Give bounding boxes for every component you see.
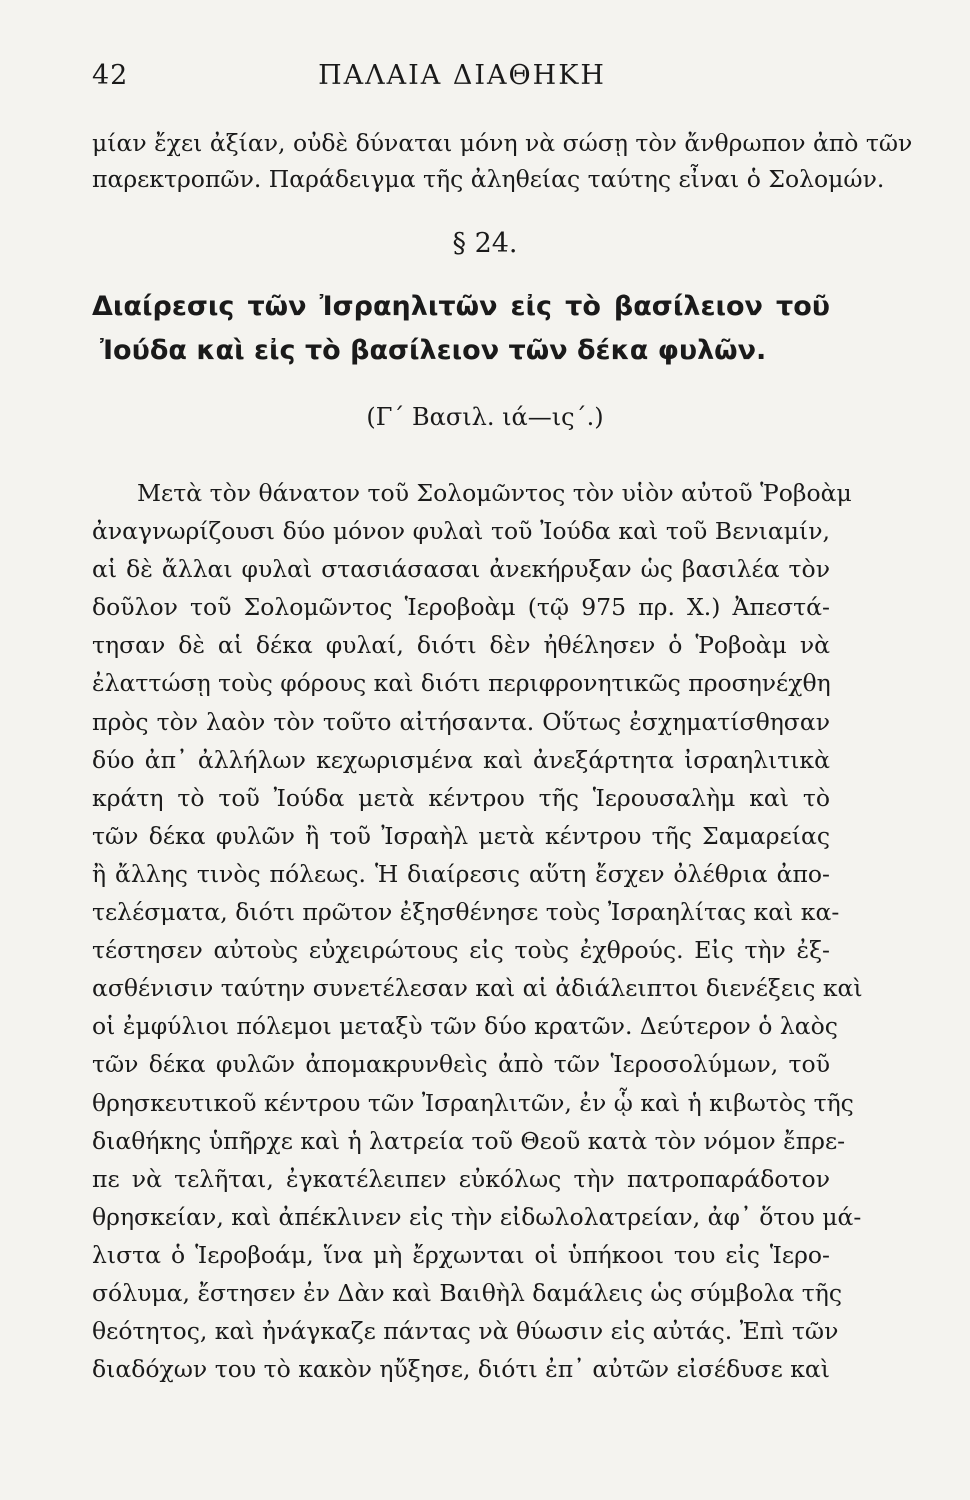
text-line: Μετὰ τὸν θάνατον τοῦ Σολομῶντος τὸν υἱὸν αὐτοῦ Ῥοβοὰμ [137,479,852,507]
text-line: τελέσματα, διότι πρῶτον ἐξησθένησε τοὺς Ἰσραηλίτας καὶ κα- [92,898,840,927]
running-title: ΠΑΛΑΙΑ ΔΙΑΘΗΚΗ [318,60,606,91]
text-line: παρεκτροπῶν. Παράδειγμα τῆς ἀληθείας ταύτης εἶναι ὁ Σολομών. [92,165,885,193]
scripture-reference: (Γ΄ Βασιλ. ιά—ις΄.) [366,403,604,431]
text-line: ἀναγνωρίζουσι δύο μόνον φυλαὶ τοῦ Ἰούδα καὶ τοῦ Βενιαμίν, [92,517,830,546]
body-paragraph [92,474,863,1388]
text-line: τῶν δέκα φυλῶν ἢ τοῦ Ἰσραὴλ μετὰ κέντρου τῆς Σαμαρείας [92,821,830,850]
text-line: ἐλαττώσῃ τοὺς φόρους καὶ διότι περιφρονητικῶς προσηνέχθη [92,669,831,698]
heading-line: Ἰούδα καὶ εἰς τὸ βασίλειον τῶν δέκα φυλῶν. [100,335,767,366]
text-line: πε νὰ τελῆται, ἐγκατέλειπεν εὐκόλως τὴν πατροπαράδοτον [92,1164,830,1193]
text-line: τῶν δέκα φυλῶν ἀπομακρυνθεὶς ἀπὸ τῶν Ἱεροσολύμων, τοῦ [92,1050,830,1079]
text-line: θρησκευτικοῦ κέντρου τῶν Ἰσραηλιτῶν, ἐν ᾧ καὶ ἡ κιβωτὸς τῆς [92,1088,854,1117]
text-line: αἱ δὲ ἄλλαι φυλαὶ στασιάσασαι ἀνεκήρυξαν ὡς βασιλέα τὸν [92,555,830,584]
text-line: ασθένισιν ταύτην συνετέλεσαν καὶ αἱ ἀδιάλειπτοι διενέξεις καὶ [92,974,863,1003]
text-line: ἢ ἄλλης τινὸς πόλεως. Ἡ διαίρεσις αὕτη ἔσχεν ὀλέθρια ἀπο- [92,859,830,888]
intro-paragraph [92,125,913,197]
text-line: διαθήκης ὑπῆρχε καὶ ἡ λατρεία τοῦ Θεοῦ κατὰ τὸν νόμον ἔπρε- [92,1126,846,1155]
text-line: τέστησεν αὐτοὺς εὐχειρώτους εἰς τοὺς ἐχθρούς. Εἰς τὴν ἐξ- [92,936,830,965]
text-line: δύο ἀπ᾿ ἀλλήλων κεχωρισμένα καὶ ἀνεξάρτητα ἰσραηλιτικὰ [92,745,830,774]
text-line: τησαν δὲ αἱ δέκα φυλαί, διότι δὲν ἠθέλησεν ὁ Ῥοβοὰμ νὰ [92,631,830,660]
text-line: θρησκείαν, καὶ ἀπέκλινεν εἰς τὴν εἰδωλολατρείαν, ἀφ᾿ ὅτου μά- [92,1202,862,1231]
page-number: 42 [92,60,129,91]
text-line: θεότητος, καὶ ἠνάγκαζε πάντας νὰ θύωσιν εἰς αὐτάς. Ἐπὶ τῶν [92,1317,839,1346]
text-line: πρὸς τὸν λαὸν τὸν τοῦτο αἰτήσαντα. Οὕτως ἐσχηματίσθησαν [92,707,830,736]
running-head [92,60,832,100]
text-line: κράτη τὸ τοῦ Ἰούδα μετὰ κέντρου τῆς Ἱερουσαλὴμ καὶ τὸ [92,783,830,812]
text-line: σόλυμα, ἔστησεν ἐν Δὰν καὶ Βαιθὴλ δαμάλεις ὡς σύμβολα τῆς [92,1278,842,1307]
heading-line: Διαίρεσις τῶν Ἰσραηλιτῶν εἰς τὸ βασίλειον τοῦ [92,291,830,322]
text-line: μίαν ἔχει ἀξίαν, οὐδὲ δύναται μόνη νὰ σώσῃ τὸν ἄνθρωπον ἀπὸ τῶν [92,129,913,157]
text-line: οἱ ἐμφύλιοι πόλεμοι μεταξὺ τῶν δύο κρατῶν. Δεύτερον ὁ λαὸς [92,1012,838,1041]
text-line: λιστα ὁ Ἱεροβοάμ, ἵνα μὴ ἔρχωνται οἱ ὑπήκοοι του εἰς Ἱερο- [92,1240,830,1269]
text-line: διαδόχων του τὸ κακὸν ηὔξησε, διότι ἐπ᾿ αὐτῶν εἰσέδυσε καὶ [92,1355,830,1384]
section-heading [92,285,830,373]
section-number: § 24. [452,228,518,259]
text-line: δοῦλον τοῦ Σολομῶντος Ἱεροβοὰμ (τῷ 975 πρ. Χ.) Ἀπεστά- [92,593,830,622]
